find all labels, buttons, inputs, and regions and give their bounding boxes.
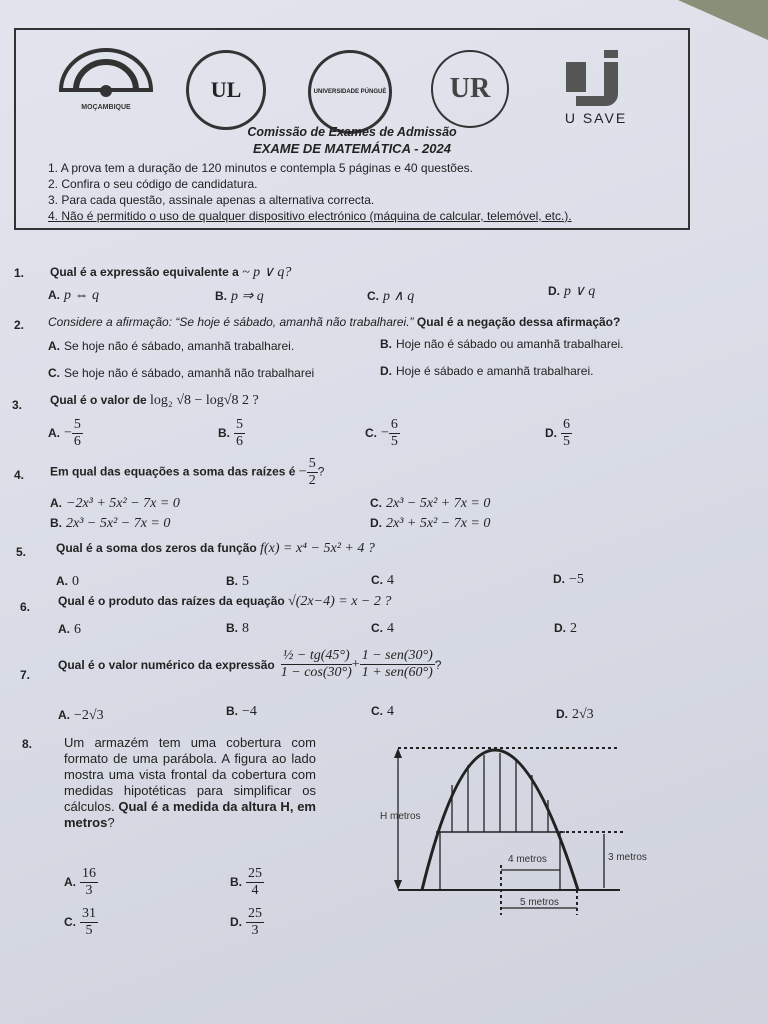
option-a[interactable]: A. p ⇔ q: [48, 288, 99, 303]
option-b[interactable]: B. 2x³ − 5x² − 7x = 0: [50, 516, 171, 531]
logo-text: UNIVERSIDADE PÚNGUÈ: [313, 89, 387, 95]
option-b[interactable]: B. $\frac{25}{4}$: [230, 866, 262, 898]
option-b[interactable]: B. p ⇒ q: [215, 289, 264, 304]
question-number: 3.: [12, 398, 23, 412]
option-d[interactable]: D. p ∨ q: [548, 284, 596, 299]
option-c[interactable]: C. − $\frac{6}{5}$: [365, 417, 398, 449]
option-c[interactable]: C. p ∧ q: [367, 289, 415, 304]
logo-universidade-rovuma: [431, 50, 509, 128]
option-a[interactable]: A. − $\frac{5}{6}$: [48, 417, 81, 449]
unisave-mark-icon: [556, 50, 636, 110]
option-d[interactable]: D. $\frac{6}{5}$: [545, 417, 570, 449]
question-1: Qual é a expressão equivalente a ~ p ∨ q?: [50, 265, 292, 280]
logo-universidade-pungue: [308, 50, 392, 134]
option-c[interactable]: C. 4: [371, 704, 394, 719]
option-a[interactable]: A. 0: [56, 574, 79, 589]
logo-text: UL: [186, 50, 266, 130]
background-corner: [678, 0, 768, 40]
exam-title: EXAME DE MATEMÁTICA - 2024: [253, 141, 451, 156]
option-d[interactable]: D. 2: [554, 621, 577, 636]
rule-item: 2. Confira o seu código de candidatura.: [48, 177, 258, 191]
option-a[interactable]: A. 6: [58, 622, 81, 637]
question-number: 5.: [16, 545, 27, 559]
option-c[interactable]: C. 4: [371, 621, 394, 636]
question-6: Qual é o produto das raízes da equação √(2x−4) = x − 2 ?: [58, 594, 392, 609]
rule-item: 1. A prova tem a duração de 120 minutos e contempla 5 páginas e 40 questões.: [48, 161, 473, 175]
rule-item: 3. Para cada questão, assinale apenas a alternativa correcta.: [48, 193, 375, 207]
question-number: 1.: [14, 266, 25, 280]
question-3: Qual é o valor de log₂ √8 − log√8 2 ?: [50, 393, 259, 408]
question-number: 6.: [20, 600, 31, 614]
parabola-roof-figure: [370, 740, 660, 930]
option-c[interactable]: C. 4: [371, 573, 394, 588]
option-d[interactable]: D. Hoje é sábado e amanhã trabalharei.: [380, 364, 594, 378]
question-number: 2.: [14, 318, 25, 332]
question-5: Qual é a soma dos zeros da função f(x) = x⁴ − 5x² + 4 ?: [56, 541, 375, 556]
logo-unisave: [551, 50, 641, 126]
width-5-label: 5 metros: [520, 897, 559, 908]
question-4: Em qual das equações a soma das raízes é − $\frac{5}{2}$ ?: [50, 456, 325, 488]
rule-item: 4. Não é permitido o uso de qualquer dispositivo electrónico (máquina de calcular, telemóvel, etc.).: [48, 209, 572, 223]
exam-header: [14, 28, 690, 230]
option-b[interactable]: B. −4: [226, 704, 257, 719]
height-label: H metros: [380, 811, 421, 822]
exam-rules: [48, 160, 572, 224]
option-d[interactable]: D. 2√3: [556, 707, 594, 722]
option-a[interactable]: A. Se hoje não é sábado, amanhã trabalharei.: [48, 339, 295, 353]
logo-text: MOÇAMBIQUE: [81, 104, 131, 111]
option-d[interactable]: D. 2x³ + 5x² − 7x = 0: [370, 516, 491, 531]
logo-text: UR: [431, 50, 509, 128]
option-b[interactable]: B. Hoje não é sábado ou amanhã trabalharei.: [380, 337, 624, 351]
logo-text: U SAVE: [564, 110, 628, 126]
option-a[interactable]: A. $\frac{16}{3}$: [64, 866, 96, 898]
option-c[interactable]: C. $\frac{31}{5}$: [64, 906, 96, 938]
logo-universidade-pedagogica: [56, 50, 156, 110]
option-d[interactable]: D. $\frac{25}{3}$: [230, 906, 262, 938]
logo-ring: [308, 50, 392, 134]
logo-universidade-licungo: [186, 50, 266, 130]
option-a[interactable]: A. −2√3: [58, 708, 104, 723]
question-2: Considere a afirmação: “Se hoje é sábado, amanhã não trabalharei.” Qual é a negação dessa afirmação?: [48, 315, 621, 329]
height-3-label: 3 metros: [608, 852, 647, 863]
question-number: 8.: [22, 737, 33, 751]
option-b[interactable]: B. $\frac{5}{6}$: [218, 417, 243, 449]
option-b[interactable]: B. 8: [226, 621, 249, 636]
question-number: 4.: [14, 468, 25, 482]
question-7: Qual é o valor numérico da expressão ½ − tg(45°) 1 − cos(30°) + 1 − sen(30°) 1 + sen(60°) ?: [58, 648, 442, 680]
question-8: Um armazém tem uma cobertura com formato de uma parábola. A figura ao lado mostra uma vista frontal da cobertura com medidas hipotéticas para simplificar os cálculos. Qual é a medida da altura H, em metros?: [64, 735, 316, 830]
option-a[interactable]: A. −2x³ + 5x² − 7x = 0: [50, 496, 180, 511]
option-c[interactable]: C. 2x³ − 5x² + 7x = 0: [370, 496, 491, 511]
question-number: 7.: [20, 668, 31, 682]
option-c[interactable]: C. Se hoje não é sábado, amanhã não trabalharei: [48, 366, 315, 380]
option-b[interactable]: B. 5: [226, 574, 249, 589]
option-d[interactable]: D. −5: [553, 572, 584, 587]
commission-title: Comissão de Exames de Admissão: [247, 125, 457, 139]
width-4-label: 4 metros: [508, 854, 547, 865]
